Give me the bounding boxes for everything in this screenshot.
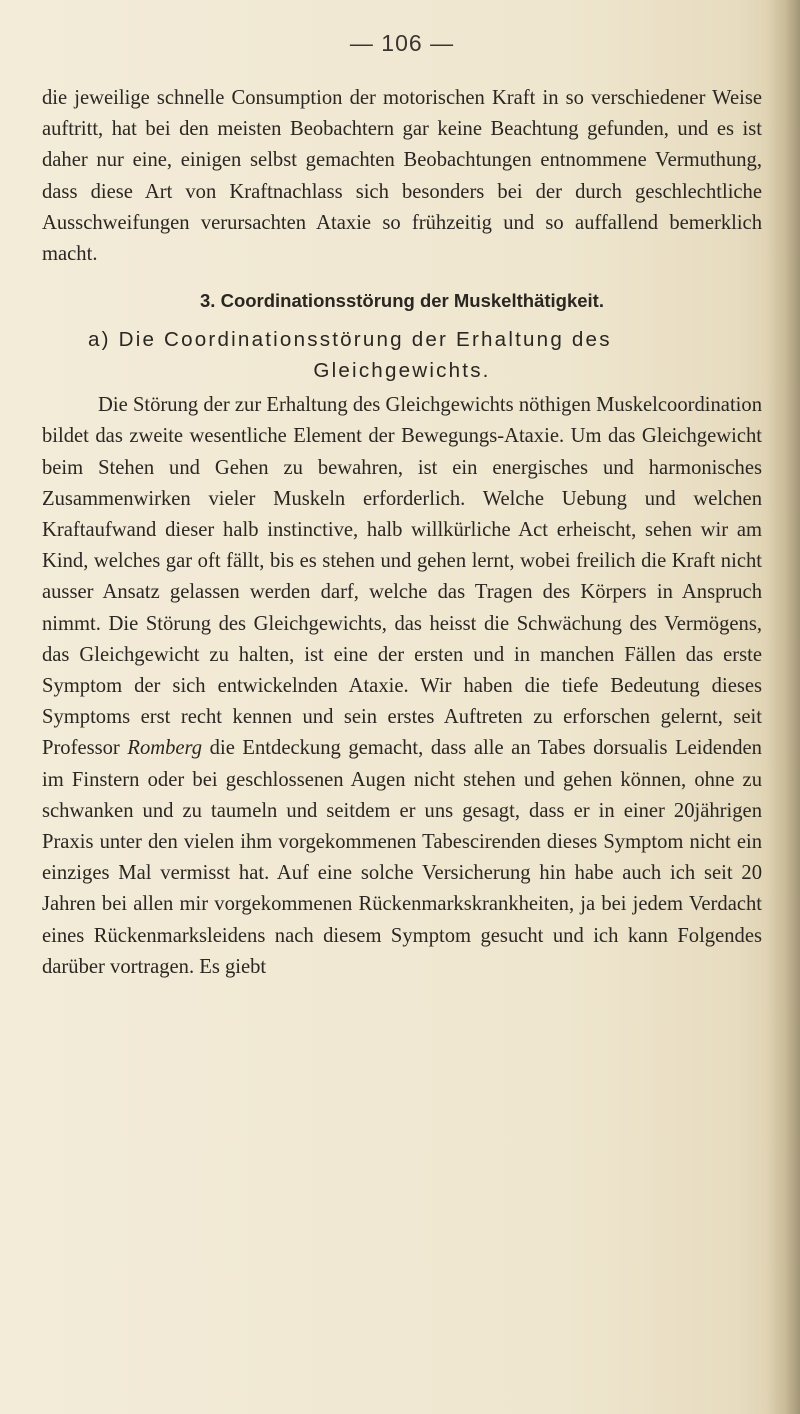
subsection-heading-line-2: Gleichgewichts.: [313, 359, 491, 383]
paragraph-2: [42, 390, 762, 983]
subsection-heading-line-1: a) Die Coordinationsstörung der Erhaltung des: [88, 328, 612, 352]
paragraph-2-text-b: die Entdeckung gemacht, dass alle an Tabes dorsualis Leidenden im Finstern oder bei geschlossenen Augen nicht stehen und gehen können, ohne zu schwanken und zu taumeln und seitdem er uns gesagt, dass er in einer 20jährigen Praxis unter den vielen ihm vorgekommenen Tabescirenden dieses Symptom nicht ein einziges Mal vermisst hat. Auf eine solche Versicherung hin habe auch ich seit 20 Jahren bei allen mir vorgekommenen Rückenmarkskrankheiten, ja bei jedem Verdacht eines Rückenmarksleidens nach diesem Symptom gesucht und ich kann Folgendes darüber vortragen. Es giebt: [42, 737, 762, 978]
paragraph-2-text-a: Die Störung der zur Erhaltung des Gleichgewichts nöthigen Muskelcoordination bildet das zweite wesentliche Element der Bewegungs-Ataxie. Um das Gleichgewicht beim Stehen und Gehen zu bewahren, ist ein energisches und harmonisches Zusammenwirken vieler Muskeln erforderlich. Welche Uebung und welchen Kraftaufwand dieser halb instinctive, halb willkürliche Act erheischt, sehen wir am Kind, welches gar oft fällt, bis es stehen und gehen lernt, wobei freilich die Kraft nicht ausser Ansatz gelassen werden darf, welche das Tragen des Körpers in Anspruch nimmt. Die Störung des Gleichgewichts, das heisst die Schwächung des Vermögens, das Gleichgewicht zu halten, ist eine der ersten und in manchen Fällen das erste Symptom der sich entwickelnden Ataxie. Wir haben die tiefe Bedeutung dieses Symptoms erst recht kennen und sein erstes Auftreten zu erforschen gelernt, seit Professor: [42, 394, 762, 760]
page-content: [42, 30, 762, 983]
subsection-heading: [42, 324, 762, 386]
author-name-romberg: Romberg: [127, 737, 203, 760]
paragraph-1: die jeweilige schnelle Consumption der motorischen Kraft in so verschiedener Weise auftritt, hat bei den meisten Beobachtern gar keine Beachtung gefunden, und es ist daher nur eine, einigen selbst gemachten Beobachtungen entnommene Vermuthung, dass diese Art von Kraftnachlass sich besonders bei der durch geschlechtliche Ausschweifungen verursachten Ataxie so frühzeitig und so auffallend bemerklich macht.: [42, 87, 762, 266]
page-number-header: — 106 —: [349, 30, 455, 56]
section-heading: 3. Coordinationsstörung der Muskelthätigkeit.: [200, 290, 604, 312]
page-edge-shadow: [766, 0, 800, 1414]
